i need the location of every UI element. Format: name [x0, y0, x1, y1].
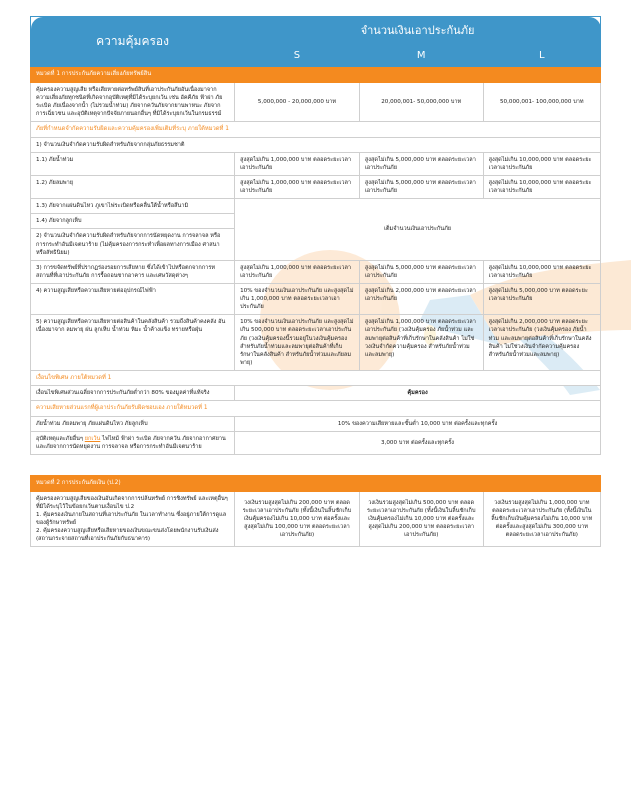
table-row	[31, 175, 601, 198]
deductible-title: ความเสียหายส่วนแรกที่ผู้เอาประกันภัยรับผิดชอบเอง ภายใต้หมวดที่ 1	[31, 401, 601, 416]
section2-title: หมวดที่ 2 การประกันภัยเงิน (ป.2)	[31, 476, 601, 491]
full-sum-cell: เต็มจำนวนเงินเอาประกันภัย	[235, 199, 601, 261]
section1-main-desc: คุ้มครองความสูญเสีย หรือเสียหายต่อทรัพย์สินที่เอาประกันภัยอันเนื่องมาจากความเสี่ยงภัยทุกชนิดที่เกิดจากอุบัติเหตุที่มิได้ระบุยกเว้น เช่น อัคคีภัย ฟ้าผ่า ภัยระเบิด ภัยเนื่องจากน้ำ (ไม่รวมน้ำท่วม) ภัยจากควันภัยจากยานพาหนะ ภัยจากการเฉี่ยวชน และอุบัติเหตุจากปัจจัยภายนอกอื่นๆ ที่มิได้ระบุยกเว้นในกรมธรรม์	[31, 82, 235, 121]
electric-l: สูงสุดไม่เกิน 5,000,000 บาท ตลอดระยะเวลาเอาประกันภัย	[483, 283, 600, 314]
electric-label: 4) ความสูญเสียหรือความเสียหายต่ออุปกรณ์ไฟฟ้า	[31, 283, 235, 314]
sum-insured-header: จำนวนเงินเอาประกันภัย	[235, 17, 601, 46]
coverage-table-container	[30, 16, 601, 547]
quake-label: 1.3) ภัยจากแผ่นดินไหว ภูเขาไฟระเบิดหรือคลื่นใต้น้ำหรือสึนามิ	[31, 199, 235, 214]
coverage-table	[30, 16, 601, 455]
section2-s: วงเงินรวมสูงสุดไม่เกิน 200,000 บาท ตลอดระยะเวลาเอาประกันภัย (ทั้งนี้เงินในลิ้นชักเก็บเงินคุ้มครองไม่เกิน 10,000 บาท ต่อครั้งและสูงสุดไม่เกิน 100,000 บาท ตลอดระยะเวลาเอาประกันภัย)	[235, 491, 360, 547]
storm-s: สูงสุดไม่เกิน 1,000,000 บาท ตลอดระยะเวลาเอาประกันภัย	[235, 175, 360, 198]
stock-label: 5) ความสูญเสียหรือความเสียหายต่อสินค้าในคลังสินค้า รวมถึงสินค้าคงคลัง อันเนื่องมาจาก ลมพายุ ฝน ลูกเห็บ น้ำท่วม หิมะ น้ำค้างแข็ง ทรายหรือฝุ่น	[31, 315, 235, 371]
section1-main-m: 20,000,001- 50,000,000 บาท	[359, 82, 483, 121]
section2-m: วงเงินรวมสูงสุดไม่เกิน 500,000 บาท ตลอดระยะเวลาเอาประกันภัย (ทั้งนี้เงินในลิ้นชักเก็บเงินคุ้มครองไม่เกิน 10,000 บาท ต่อครั้งและสูงสุดไม่เกิน 200,000 บาท ตลอดระยะเวลาเอาประกันภัย)	[359, 491, 483, 547]
section1-title: หมวดที่ 1 การประกันภัยความเสี่ยงภัยทรัพย์สิน	[31, 67, 601, 82]
table-row	[31, 260, 601, 283]
section2-desc-cell	[31, 491, 235, 547]
natural-peril-title: 1) จำนวนเงินจำกัดความรับผิดสำหรับภัยจากกลุ่มภัยธรรมชาติ	[31, 137, 601, 152]
table-row	[31, 416, 601, 431]
flood-label: 1.1) ภัยน้ำท่วม	[31, 152, 235, 175]
storm-m: สูงสุดไม่เกิน 5,000,000 บาท ตลอดระยะเวลาเอาประกันภัย	[359, 175, 483, 198]
deductible2-desc-b: ไฟไหม้ ฟ้าผ่า ระเบิด ภัยจากควัน ภัยจากอากาศยาน และภัยจากการนัดหยุดงาน การจลาจล หรือการกระทำอันมีเจตนาร้าย	[36, 435, 226, 451]
stock-m: สูงสุดไม่เกิน 1,000,000 บาท ตลอดระยะเวลาเอาประกันภัย (วงเงินคุ้มครอง ภัยน้ำท่วม และลมพายุต่อสินค้าที่เก็บรักษาในคลังสินค้า ไม่ใช่วงเงินจำกัดความคุ้มครอง สำหรับภัยน้ำท่วมและลมพายุ)	[359, 315, 483, 371]
debris-l: สูงสุดไม่เกิน 10,000,000 บาท ตลอดระยะเวลาเอาประกันภัย	[483, 260, 600, 283]
flood-m: สูงสุดไม่เกิน 5,000,000 บาท ตลอดระยะเวลาเอาประกันภัย	[359, 152, 483, 175]
flood-l: สูงสุดไม่เกิน 10,000,000 บาท ตลอดระยะเวลาเอาประกันภัย	[483, 152, 600, 175]
debris-label: 3) การขจัดทรัพย์ที่ปรากฏร่องรอยการเสียหาย ซึ่งได้เข้าไปหรือตกจากการท สถานที่ที่เอาประกันภัย การรื้อถอนซากอาคาร และเศษวัสดุต่างๆ	[31, 260, 235, 283]
electric-s: 10% ของจำนวนเงินเอาประกันภัย และสูงสุดไม่เกิน 1,000,000 บาท ตลอดระยะเวลาเอาประกันภัย	[235, 283, 360, 314]
debris-s: สูงสุดไม่เกิน 1,000,000 บาท ตลอดระยะเวลาเอาประกันภัย	[235, 260, 360, 283]
table-row	[31, 283, 601, 314]
flood-s: สูงสุดไม่เกิน 1,000,000 บาท ตลอดระยะเวลาเอาประกันภัย	[235, 152, 360, 175]
section1-main-l: 50,000,001- 100,000,000 บาท	[483, 82, 600, 121]
special-condition-value: คุ้มครอง	[235, 386, 601, 401]
special-condition-desc: เงื่อนไขพิเศษส่วนเฉลี่ยจากการประกันภัยต่ำกว่า 80% ของมูลค่าที่แท้จริง	[31, 386, 235, 401]
table-row	[31, 491, 601, 547]
riot-label: 2) จำนวนเงินจำกัดความรับผิดสำหรับภัยจากการนัดหยุดงาน การจลาจล หรือการกระทำอันมีเจตนาร้าย (ไม่คุ้มครองการกระทำเพื่อผลทางการเมือง ศาสนา หรือลัทธินิยม)	[31, 229, 235, 260]
stock-l: สูงสุดไม่เกิน 2,000,000 บาท ตลอดระยะเวลาเอาประกันภัย (วงเงินคุ้มครอง ภัยน้ำท่วม และลมพายุต่อสินค้าที่เก็บรักษาในคลังสินค้า ไม่ใช่วงเงินจำกัดความคุ้มครอง สำหรับภัยน้ำท่วมและลมพายุ)	[483, 315, 600, 371]
special-condition-title: เงื่อนไขพิเศษ ภายใต้หมวดที่ 1	[31, 370, 601, 385]
deductible1-desc: ภัยน้ำท่วม ภัยลมพายุ ภัยแผ่นดินไหว ภัยลูกเห็บ	[31, 416, 235, 431]
section2-item2: 2. คุ้มครองความสูญเสียหรือเสียหายของเงินขณะขนส่งโดยพนักงานรับเงินส่ง (สถานกระจายสถานที่เอาประกันภัยกับธนาคาร)	[36, 528, 219, 543]
size-m-header: M	[359, 45, 483, 67]
section2-item1: 1. คุ้มครองเงินภายในสถานที่เอาประกันภัย ในเวลาทำงาน ซึ่งอยู่ภายใต้การดูแลของผู้รักษาทรัพย์	[36, 511, 227, 526]
size-l-header: L	[483, 45, 600, 67]
table-row	[31, 199, 601, 214]
table-row	[31, 152, 601, 175]
deductible2-desc-a: อุบัติเหตุและภัยอื่นๆ	[36, 435, 83, 442]
section2-desc: คุ้มครองความสูญเสียของเงินอันเกิดจากการปล้นทรัพย์ การชิงทรัพย์ และเหตุอื่นๆ ที่มิได้ระบุไว้ในข้อยกเว้นตามเงื่อนไข ป.2	[36, 495, 228, 510]
section1-main-s: 5,000,000 - 20,000,000 บาท	[235, 82, 360, 121]
coverage-header: ความคุ้มครอง	[31, 17, 235, 67]
debris-m: สูงสุดไม่เกิน 5,000,000 บาท ตลอดระยะเวลาเอาประกันภัย	[359, 260, 483, 283]
storm-l: สูงสุดไม่เกิน 10,000,000 บาท ตลอดระยะเวลาเอาประกันภัย	[483, 175, 600, 198]
table-row	[31, 315, 601, 371]
hail-label: 1.4) ภัยจากลูกเห็บ	[31, 214, 235, 229]
stock-s: 10% ของจำนวนเงินเอาประกันภัย และสูงสุดไม่เกิน 500,000 บาท ตลอดระยะเวลาเอาประกันภัย (วงเงินคุ้มครองนี้รวมอยู่ในวงเงินคุ้มครองสำหรับภัยน้ำท่วมและลมพายุต่อสินค้าที่เก็บรักษาในคลังสินค้า สำหรับภัยน้ำท่วมและภัยลมพายุ)	[235, 315, 360, 371]
table-row	[31, 386, 601, 401]
deductible2-desc	[31, 431, 235, 454]
table-row	[31, 82, 601, 121]
electric-m: สูงสุดไม่เกิน 2,000,000 บาท ตลอดระยะเวลาเอาประกันภัย	[359, 283, 483, 314]
section2-l: วงเงินรวมสูงสุดไม่เกิน 1,000,000 บาท ตลอดระยะเวลาเอาประกันภัย (ทั้งนี้เงินในลิ้นชักเก็บเงินคุ้มครองไม่เกิน 10,000 บาท ต่อครั้งและสูงสุดไม่เกิน 300,000 บาท ตลอดระยะเวลาเอาประกันภัย)	[483, 491, 600, 547]
table-row	[31, 431, 601, 454]
size-s-header: S	[235, 45, 360, 67]
storm-label: 1.2) ภัยลมพายุ	[31, 175, 235, 198]
extra-coverage-title: ภัยที่กำหนดจำกัดความรับผิดและความคุ้มครองเพิ่มเติมที่ระบุ ภายใต้หมวดที่ 1	[31, 122, 601, 137]
money-insurance-table	[30, 475, 601, 547]
deductible1-value: 10% ของความเสียหายและขั้นต่ำ 10,000 บาท ต่อครั้งและทุกครั้ง	[235, 416, 601, 431]
deductible2-exception: ยกเว้น	[84, 435, 101, 442]
deductible2-value: 3,000 บาท ต่อครั้งและทุกครั้ง	[235, 431, 601, 454]
